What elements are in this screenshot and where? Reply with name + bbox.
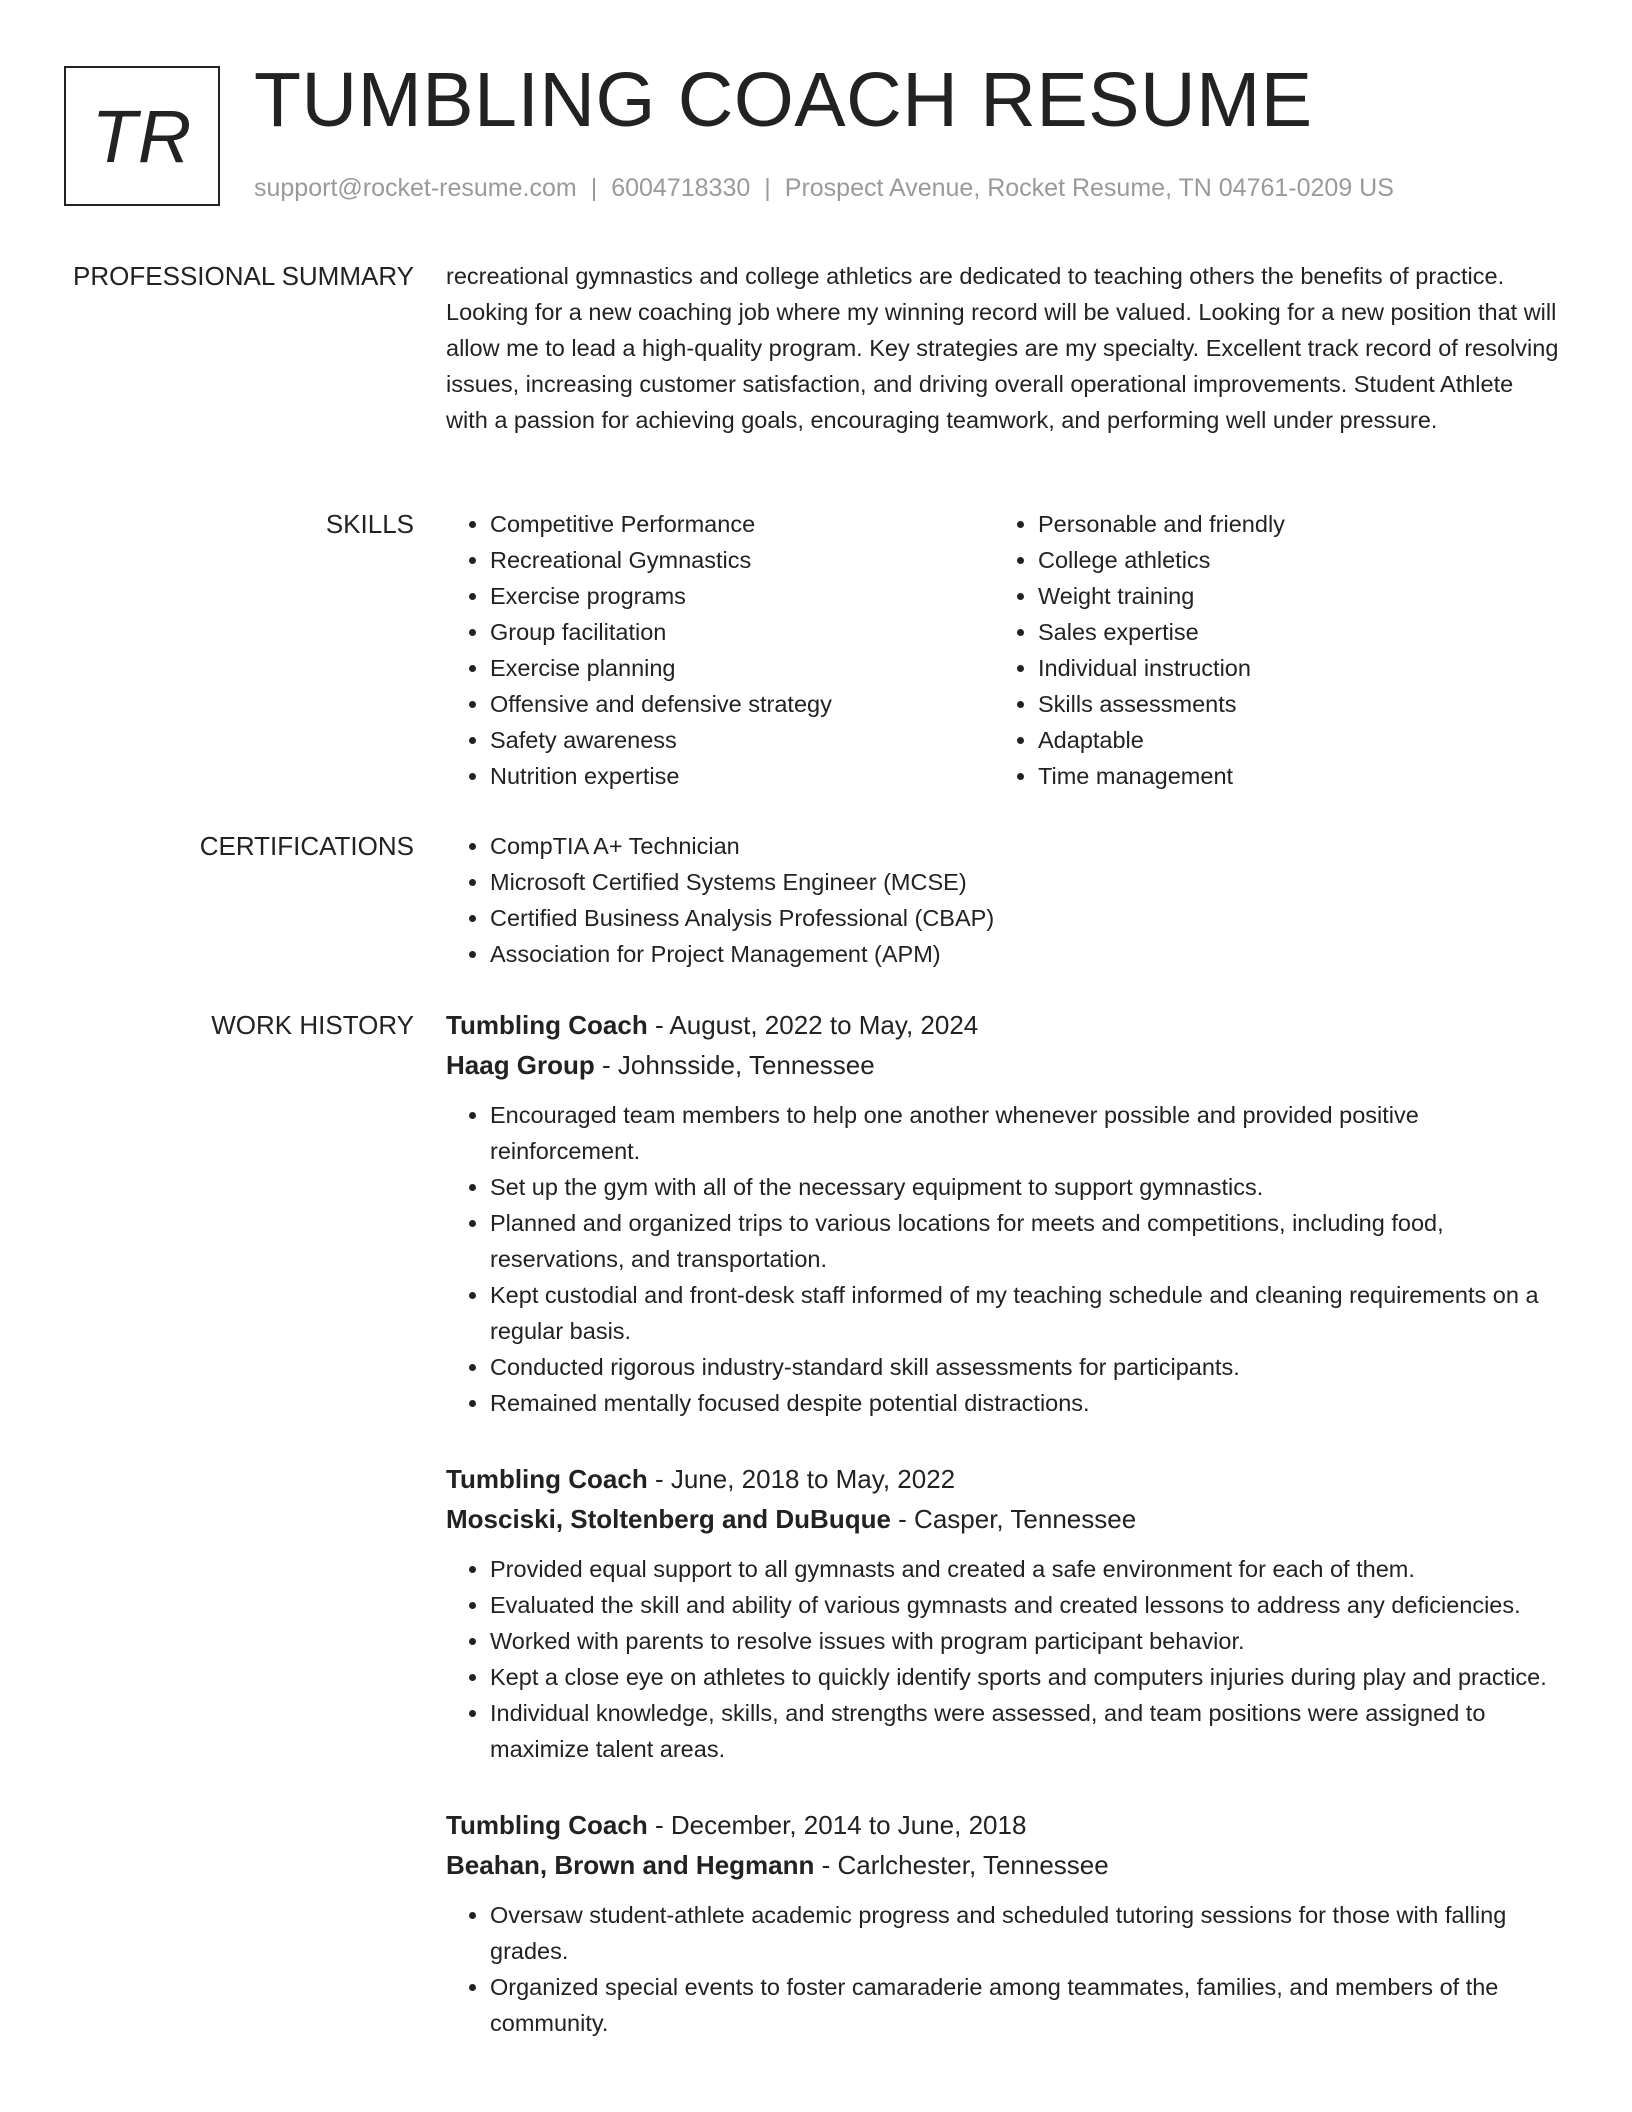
- skills-list-right: [994, 506, 1542, 794]
- job-title: Tumbling Coach: [446, 1464, 648, 1494]
- job-entry: [446, 1459, 1561, 1767]
- job-dates: - June, 2018 to May, 2022: [647, 1464, 956, 1494]
- skills-body: [446, 506, 1561, 794]
- job-company-line: [446, 1045, 1561, 1085]
- skill-item: • Skills assessments: [1038, 686, 1542, 722]
- job-duty-item: • Remained mentally focused despite potential distractions.: [490, 1385, 1561, 1421]
- job-duty-item: • Provided equal support to all gymnasts and created a safe environment for each of them.: [490, 1551, 1561, 1587]
- job-dates: - August, 2022 to May, 2024: [647, 1010, 979, 1040]
- skill-item: • Competitive Performance: [490, 506, 994, 542]
- job-duty-item: • Kept a close eye on athletes to quickly identify sports and computers injuries during play and practice.: [490, 1659, 1561, 1695]
- skill-item: • Safety awareness: [490, 722, 994, 758]
- skill-item: • Personable and friendly: [1038, 506, 1542, 542]
- job-company: Mosciski, Stoltenberg and DuBuque: [446, 1504, 891, 1534]
- certifications-heading: CERTIFICATIONS: [199, 831, 414, 861]
- resume-title: TUMBLING COACH RESUME: [254, 57, 1313, 143]
- certification-item: • Microsoft Certified Systems Engineer (MCSE): [490, 864, 1561, 900]
- summary-text: recreational gymnastics and college athletics are dedicated to teaching others the benefits of practice. Looking for a new coaching job where my winning record will be valued. Looking for a new position that will allow me to lead a high-quality program. Key strategies are my specialty. Excellent track record of resolving issues, increasing customer satisfaction, and driving overall operational improvements. Student Athlete with a passion for achieving goals, encouraging teamwork, and performing well under pressure.: [446, 263, 1559, 433]
- job-entry: [446, 1805, 1561, 2041]
- job-dates: - December, 2014 to June, 2018: [647, 1810, 1027, 1840]
- skill-item: • Adaptable: [1038, 722, 1542, 758]
- contact-address: Prospect Avenue, Rocket Resume, TN 04761-0209 US: [784, 174, 1394, 202]
- job-location: - Casper, Tennessee: [890, 1504, 1137, 1534]
- skill-item: • Nutrition expertise: [490, 758, 994, 794]
- certification-item: • Certified Business Analysis Professional (CBAP): [490, 900, 1561, 936]
- skills-list-left: [446, 506, 994, 794]
- job-location: - Johnsside, Tennessee: [594, 1050, 875, 1080]
- certification-item: • CompTIA A+ Technician: [490, 828, 1561, 864]
- job-duty-item: • Worked with parents to resolve issues with program participant behavior.: [490, 1623, 1561, 1659]
- skills-heading: SKILLS: [325, 509, 414, 539]
- skill-item: • Offensive and defensive strategy: [490, 686, 994, 722]
- skill-item: • College athletics: [1038, 542, 1542, 578]
- job-title-line: [446, 1005, 1561, 1045]
- skills-columns: [446, 506, 1561, 794]
- work-history-body: [446, 1005, 1561, 2079]
- job-title-line: [446, 1459, 1561, 1499]
- job-duty-item: • Oversaw student-athlete academic progress and scheduled tutoring sessions for those with falling grades.: [490, 1897, 1561, 1969]
- skill-item: • Weight training: [1038, 578, 1542, 614]
- job-title-line: [446, 1805, 1561, 1845]
- job-duty-item: • Organized special events to foster camaraderie among teammates, families, and members of the community.: [490, 1969, 1561, 2041]
- job-company: Beahan, Brown and Hegmann: [446, 1850, 815, 1880]
- contact-line: [254, 174, 1394, 203]
- job-entry: [446, 1005, 1561, 1421]
- job-duties-list: [446, 1551, 1561, 1767]
- job-location: - Carlchester, Tennessee: [814, 1850, 1109, 1880]
- skill-item: • Exercise planning: [490, 650, 994, 686]
- job-duty-item: • Individual knowledge, skills, and strengths were assessed, and team positions were assigned to maximize talent areas.: [490, 1695, 1561, 1767]
- certification-item: • Association for Project Management (APM): [490, 936, 1561, 972]
- job-title: Tumbling Coach: [446, 1810, 648, 1840]
- job-company-line: [446, 1845, 1561, 1885]
- certifications-body: [446, 828, 1561, 972]
- contact-separator: |: [590, 174, 598, 202]
- summary-body: [446, 258, 1561, 438]
- skill-item: • Time management: [1038, 758, 1542, 794]
- job-company-line: [446, 1499, 1561, 1539]
- skill-item: • Individual instruction: [1038, 650, 1542, 686]
- contact-email[interactable]: support@rocket-resume.com: [254, 174, 577, 202]
- job-duties-list: [446, 1897, 1561, 2041]
- job-company: Haag Group: [446, 1050, 595, 1080]
- summary-heading: PROFESSIONAL SUMMARY: [73, 261, 414, 291]
- work-history-heading: WORK HISTORY: [211, 1010, 414, 1040]
- skill-item: • Sales expertise: [1038, 614, 1542, 650]
- skill-item: • Recreational Gymnastics: [490, 542, 994, 578]
- skill-item: • Group facilitation: [490, 614, 994, 650]
- job-title: Tumbling Coach: [446, 1010, 648, 1040]
- job-duty-item: • Encouraged team members to help one another whenever possible and provided positive reinforcement.: [490, 1097, 1561, 1169]
- job-duty-item: • Kept custodial and front-desk staff informed of my teaching schedule and cleaning requirements on a regular basis.: [490, 1277, 1561, 1349]
- contact-separator: |: [764, 174, 771, 202]
- job-duties-list: [446, 1097, 1561, 1421]
- monogram-logo: TR: [64, 66, 220, 206]
- job-duty-item: • Set up the gym with all of the necessary equipment to support gymnastics.: [490, 1169, 1561, 1205]
- skill-item: • Exercise programs: [490, 578, 994, 614]
- contact-phone[interactable]: 6004718330: [611, 174, 751, 202]
- job-duty-item: • Planned and organized trips to various locations for meets and competitions, including food, reservations, and transportation.: [490, 1205, 1561, 1277]
- certifications-list: [446, 828, 1561, 972]
- job-duty-item: • Evaluated the skill and ability of various gymnasts and created lessons to address any deficiencies.: [490, 1587, 1561, 1623]
- job-duty-item: • Conducted rigorous industry-standard skill assessments for participants.: [490, 1349, 1561, 1385]
